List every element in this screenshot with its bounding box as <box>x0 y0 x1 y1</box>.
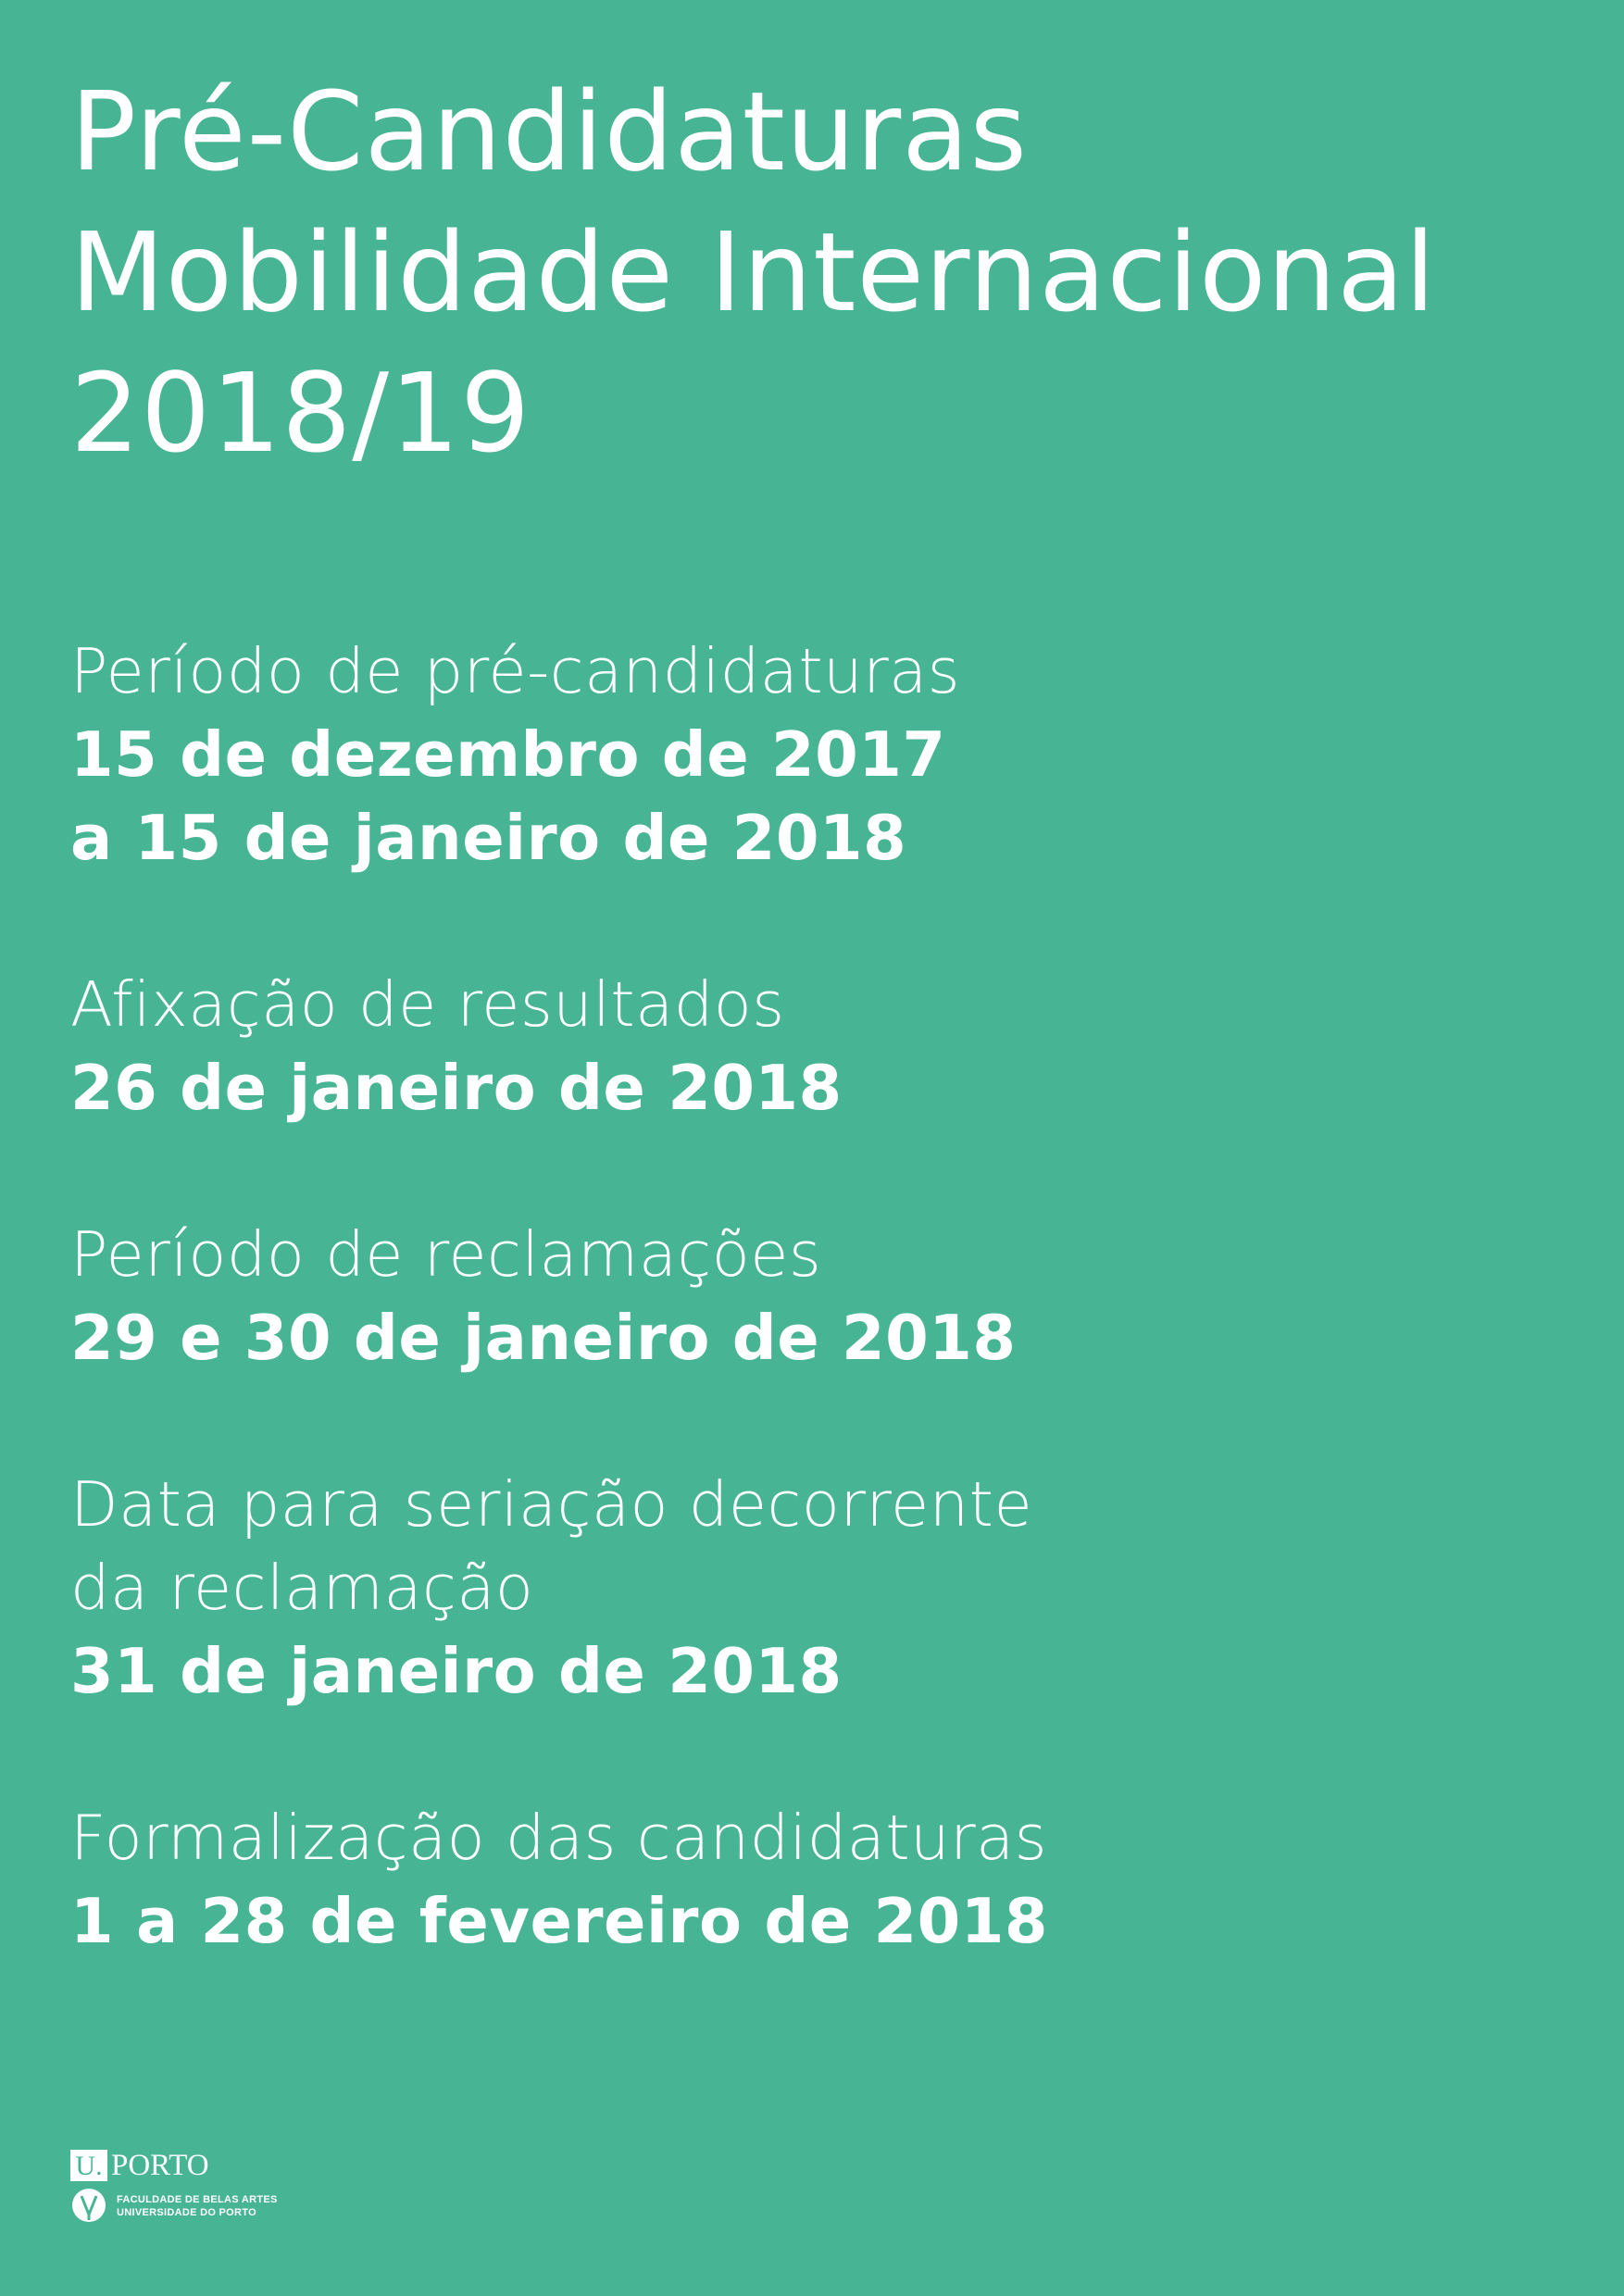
schedule-entry-formalization <box>70 1796 1552 1963</box>
title-line-2: Mobilidade Internacional <box>70 208 1437 336</box>
logo-faculty-name: FACULDADE DE BELAS ARTES <box>117 2194 278 2205</box>
entry-label: Afixação de resultados <box>70 968 785 1041</box>
entry-date: 1 a 28 de fevereiro de 2018 <box>70 1885 1049 1957</box>
entry-label: Período de reclamações <box>70 1218 822 1291</box>
schedule-entry-results <box>70 963 1552 1129</box>
logo-wordmark: PORTO <box>111 2149 209 2182</box>
schedule-entry-pre-applications <box>70 630 1552 880</box>
title-line-3: 2018/19 <box>70 349 531 477</box>
entry-date: 29 e 30 de janeiro de 2018 <box>70 1302 1017 1374</box>
uporto-logo <box>70 2150 311 2233</box>
entry-label: da reclamação <box>70 1552 534 1624</box>
logo-u-box: U. <box>70 2150 107 2181</box>
entry-label: Período de pré-candidaturas <box>70 635 961 707</box>
entry-date: 26 de janeiro de 2018 <box>70 1052 843 1124</box>
entry-date: a 15 de janeiro de 2018 <box>70 802 907 874</box>
entry-label: Formalização das candidaturas <box>70 1802 1048 1874</box>
schedule-list <box>70 630 1552 2046</box>
entry-label: Data para seriação decorrente <box>70 1468 1033 1541</box>
title-line-1: Pré-Candidaturas <box>70 68 1028 195</box>
fbaup-emblem-icon <box>70 2187 107 2224</box>
entry-date: 31 de janeiro de 2018 <box>70 1635 843 1707</box>
logo-university-name: UNIVERSIDADE DO PORTO <box>117 2207 256 2218</box>
entry-date: 15 de dezembro de 2017 <box>70 718 946 791</box>
schedule-entry-complaints <box>70 1213 1552 1379</box>
page-title <box>70 61 1552 483</box>
schedule-entry-ranking <box>70 1463 1552 1713</box>
